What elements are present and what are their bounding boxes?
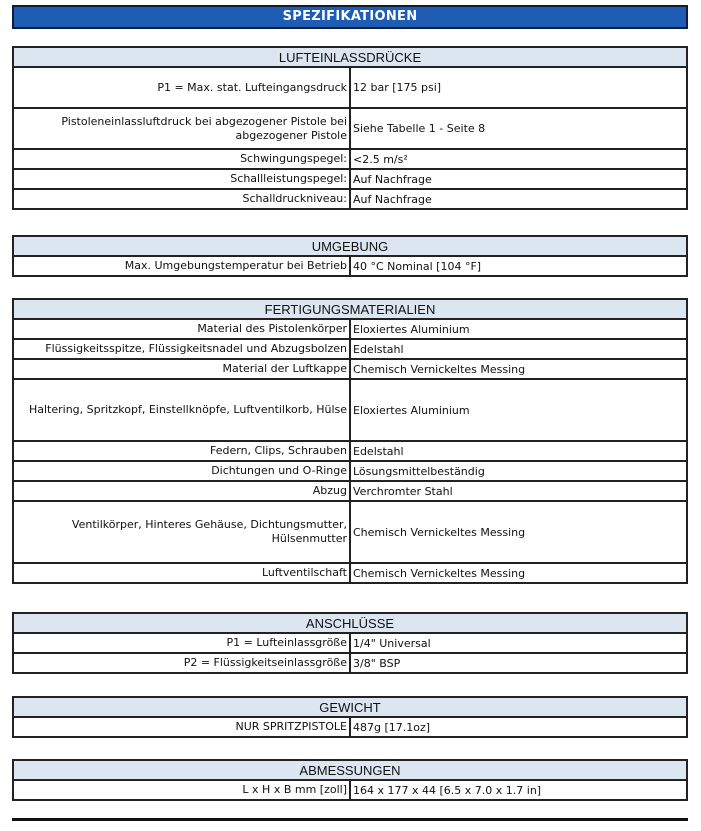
table-row [13, 653, 687, 673]
spec-value: Lösungsmittelbeständig [350, 461, 687, 481]
table-row [13, 339, 687, 359]
spec-value: Edelstahl [350, 339, 687, 359]
spec-value: <2.5 m/s² [350, 149, 687, 169]
spec-value: Auf Nachfrage [350, 169, 687, 189]
spec-value: 487g [17.1oz] [350, 717, 687, 737]
table-row [13, 481, 687, 501]
bottom-divider [12, 818, 688, 821]
spec-label: Schwingungspegel: [13, 149, 350, 169]
section-heading: LUFTEINLASSDRÜCKE [13, 47, 687, 67]
section-heading: ANSCHLÜSSE [13, 613, 687, 633]
table-row [13, 563, 687, 583]
table-row [13, 379, 687, 441]
spec-value: 40 °C Nominal [104 °F] [350, 256, 687, 276]
spec-label: Max. Umgebungstemperatur bei Betrieb [13, 256, 350, 276]
table-row [13, 169, 687, 189]
spec-label: NUR SPRITZPISTOLE [13, 717, 350, 737]
spec-label: Schallleistungspegel: [13, 169, 350, 189]
spec-label: P1 = Lufteinlassgröße [13, 633, 350, 653]
spec-value: Auf Nachfrage [350, 189, 687, 209]
spec-value: Verchromter Stahl [350, 481, 687, 501]
spec-label [13, 108, 350, 149]
spec-table-air-inlet-pressures [12, 46, 688, 210]
spec-label: Flüssigkeitsspitze, Flüssigkeitsnadel und Abzugsbolzen [13, 339, 350, 359]
spec-label: Abzug [13, 481, 350, 501]
spec-value: Chemisch Vernickeltes Messing [350, 359, 687, 379]
section-heading: GEWICHT [13, 697, 687, 717]
section-heading: ABMESSUNGEN [13, 760, 687, 780]
table-row [13, 108, 687, 149]
spec-value: Chemisch Vernickeltes Messing [350, 501, 687, 563]
spec-label: L x H x B mm [zoll] [13, 780, 350, 800]
table-row [13, 441, 687, 461]
spec-value: Edelstahl [350, 441, 687, 461]
spec-label: P2 = Flüssigkeitseinlassgröße [13, 653, 350, 673]
section-heading: UMGEBUNG [13, 236, 687, 256]
page-title: SPEZIFIKATIONEN [12, 5, 688, 29]
spec-label-text: Ventilkörper, Hinteres Gehäuse, Dichtungsmutter, Hülsenmutter [71, 518, 347, 545]
spec-table-weight [12, 696, 688, 738]
table-row [13, 149, 687, 169]
table-row [13, 780, 687, 800]
spec-value: 3/8" BSP [350, 653, 687, 673]
spec-table-environment [12, 235, 688, 277]
spec-label: Material des Pistolenkörper [13, 319, 350, 339]
spec-label: Schalldruckniveau: [13, 189, 350, 209]
spec-label-text: Pistoleneinlassluftdruck bei abgezogener Pistole bei abgezogener Pistole [61, 114, 347, 142]
spec-label: Material der Luftkappe [13, 359, 350, 379]
table-row [13, 501, 687, 563]
table-row [13, 256, 687, 276]
spec-value: 164 x 177 x 44 [6.5 x 7.0 x 1.7 in] [350, 780, 687, 800]
table-row [13, 633, 687, 653]
table-row [13, 67, 687, 108]
spec-label: Luftventilschaft [13, 563, 350, 583]
section-heading: FERTIGUNGSMATERIALIEN [13, 299, 687, 319]
spec-label: Haltering, Spritzkopf, Einstellknöpfe, Luftventilkorb, Hülse [13, 379, 350, 441]
spec-table-connections [12, 612, 688, 674]
table-row [13, 717, 687, 737]
spec-table-materials [12, 298, 688, 584]
spec-label: Federn, Clips, Schrauben [13, 441, 350, 461]
spec-label [13, 501, 350, 563]
table-row [13, 319, 687, 339]
spec-value: Chemisch Vernickeltes Messing [350, 563, 687, 583]
spec-value: Eloxiertes Aluminium [350, 319, 687, 339]
table-row [13, 189, 687, 209]
spec-value: 1/4" Universal [350, 633, 687, 653]
spec-value: Siehe Tabelle 1 - Seite 8 [350, 108, 687, 149]
spec-value: Eloxiertes Aluminium [350, 379, 687, 441]
table-row [13, 461, 687, 481]
spec-label: P1 = Max. stat. Lufteingangsdruck [13, 67, 350, 108]
table-row [13, 359, 687, 379]
spec-value: 12 bar [175 psi] [350, 67, 687, 108]
spec-label: Dichtungen und O-Ringe [13, 461, 350, 481]
spec-table-dimensions [12, 759, 688, 801]
